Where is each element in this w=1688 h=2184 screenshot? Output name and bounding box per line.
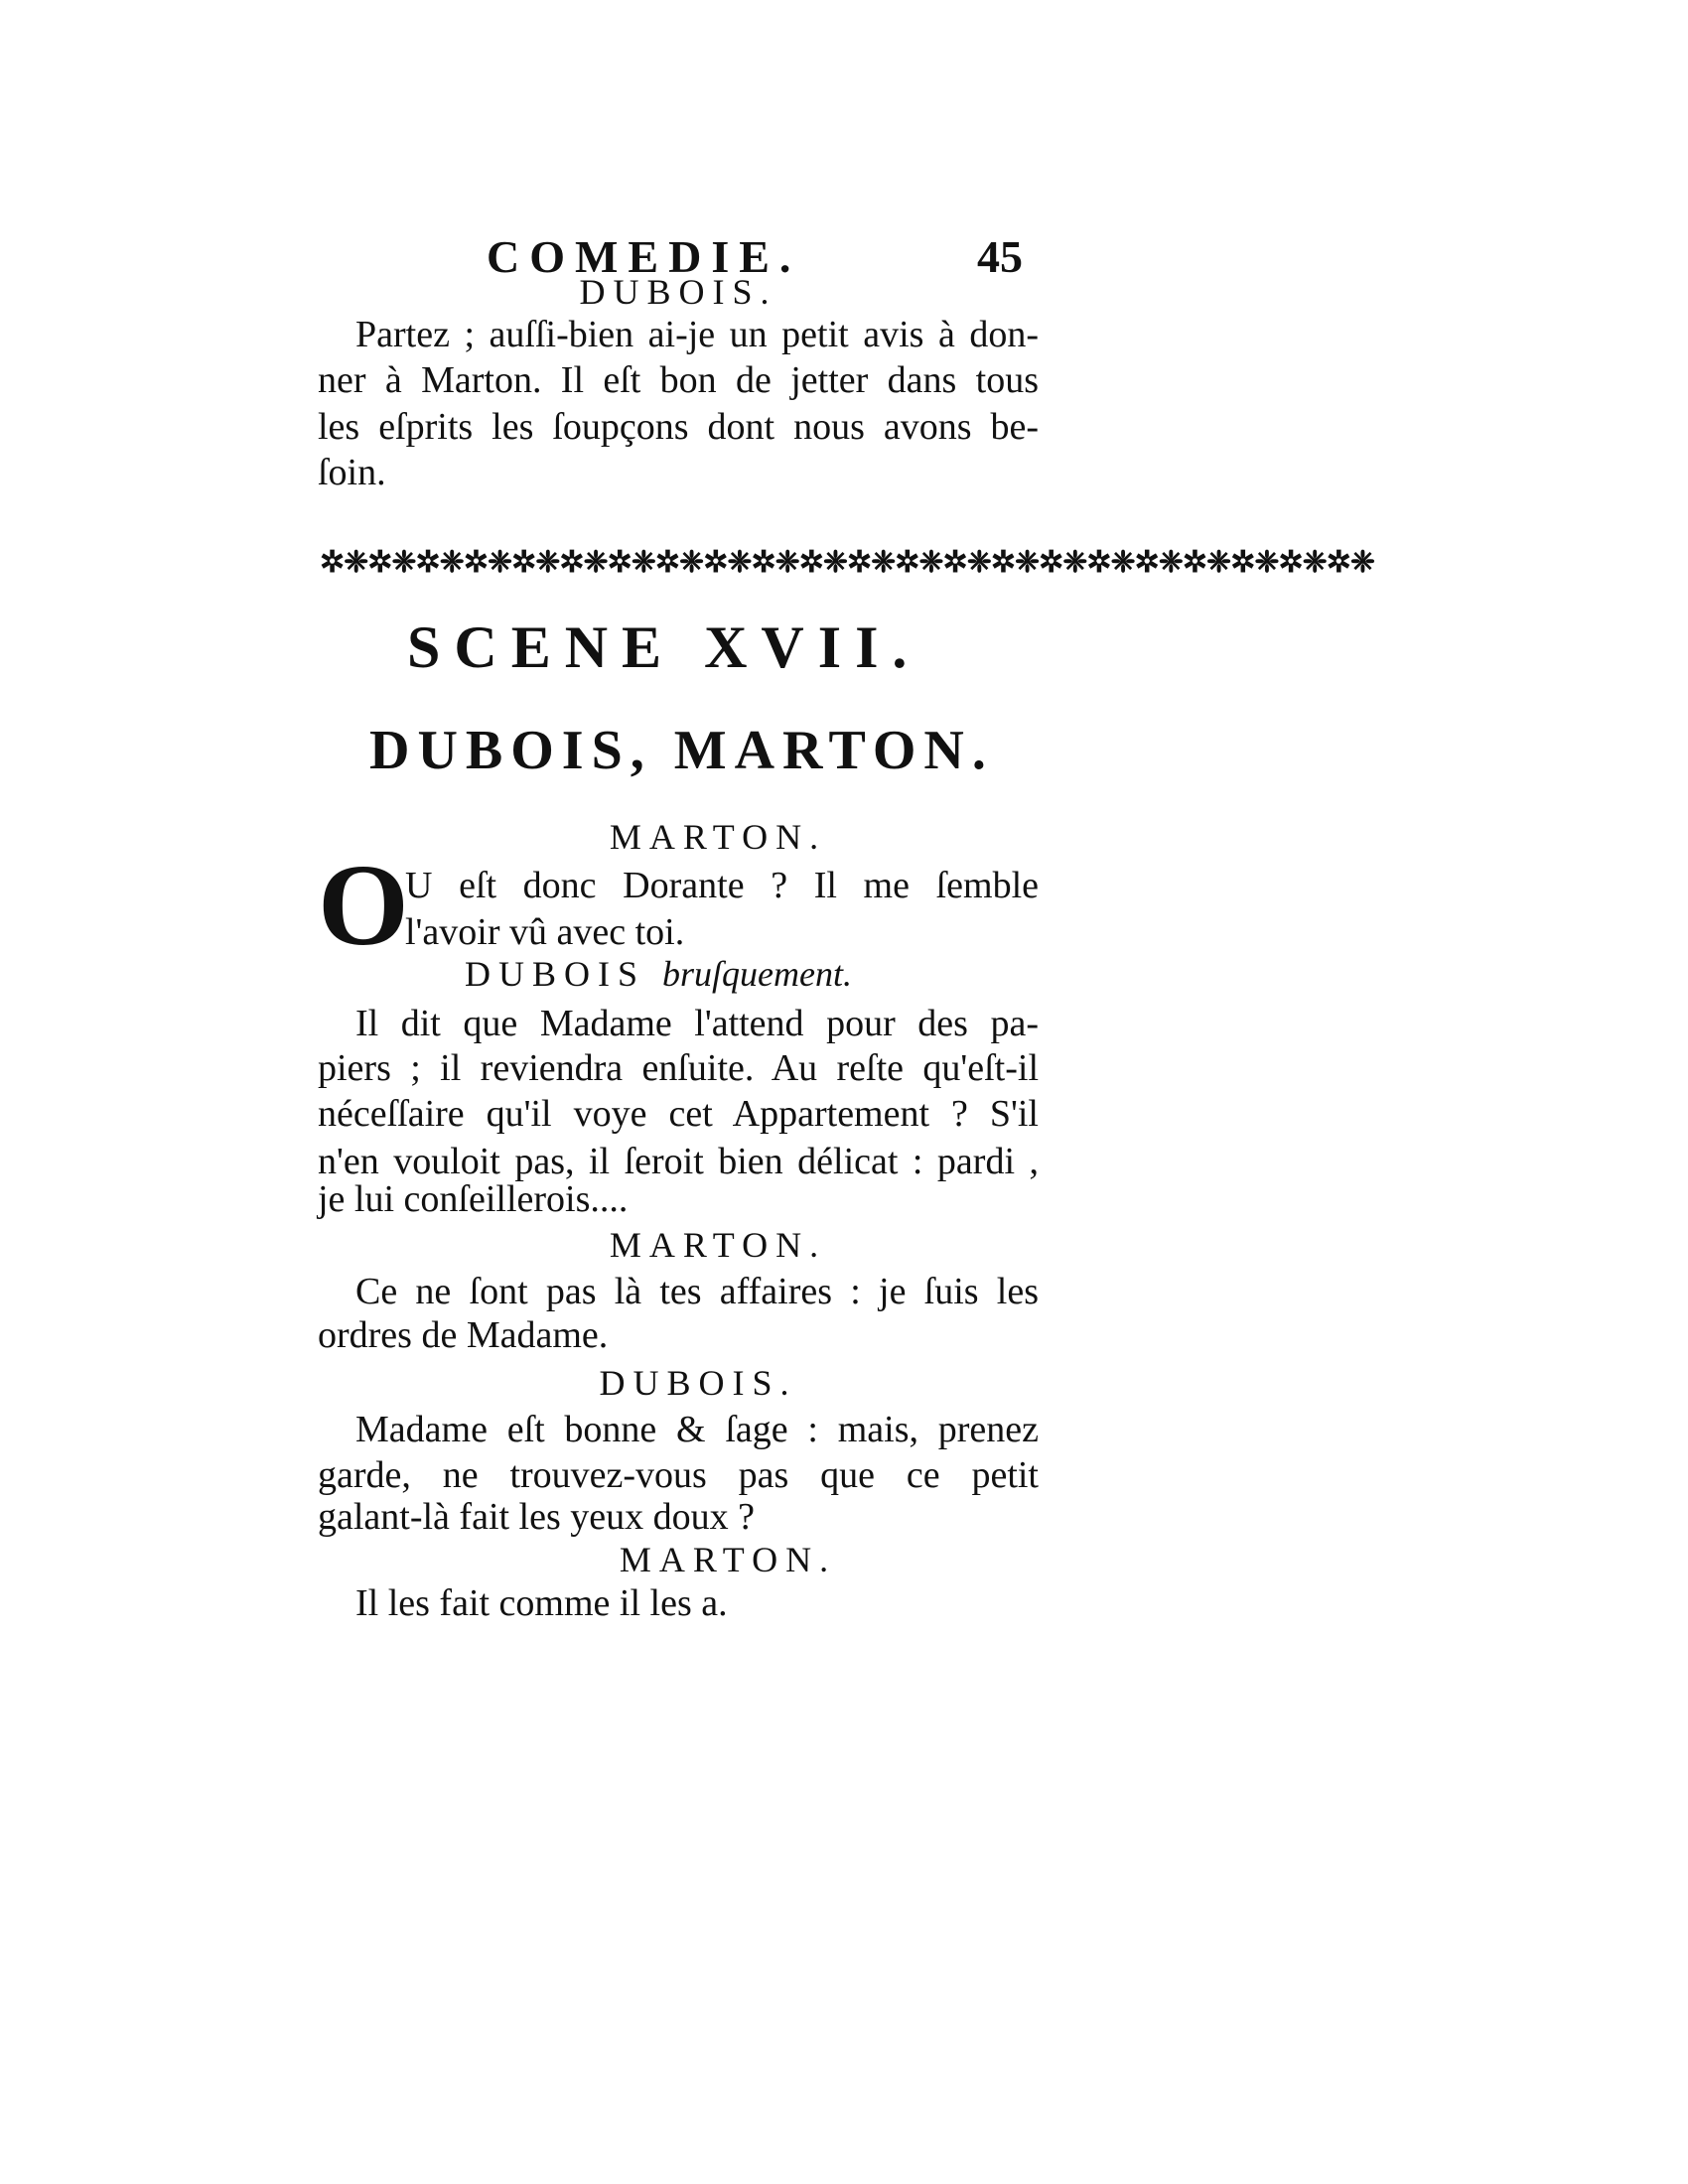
text-line: les eſprits les ſoupçons dont nous avons be- (318, 406, 1039, 448)
text-line: piers ; il reviendra enſuite. Au reſte qu'eſt-il (318, 1047, 1039, 1089)
scene-title: SCENE XVII. (407, 614, 921, 680)
text-line: l'avoir vû avec toi. (405, 911, 685, 953)
speaker-name: MARTON. (609, 817, 827, 857)
text-line: ner à Marton. Il eſt bon de jetter dans tous (318, 359, 1039, 401)
text-line: Il dit que Madame l'attend pour des pa- (355, 1003, 1039, 1044)
text-line: Madame eſt bonne & ſage : mais, prenez (355, 1409, 1039, 1450)
text-line: néceſſaire qu'il voye cet Appartement ? S'il (318, 1093, 1039, 1135)
text-line: ordres de Madame. (318, 1314, 609, 1356)
scene-persons: DUBOIS, MARTON. (369, 720, 994, 781)
text-line: Partez ; auſſi-bien ai-je un petit avis à don- (355, 314, 1039, 355)
speaker-name: MARTON. (609, 1225, 827, 1265)
ornamental-rule: ✲❈✲❈✲❈✲❈✲❈✲❈✲❈✲❈✲❈✲❈✲❈✲❈✲❈✲❈✲❈✲❈✲❈✲❈✲❈✲❈✲❈✲❈ (320, 546, 1375, 579)
speaker-name: DUBOIS. (579, 272, 777, 312)
text-line: ſoin. (318, 452, 386, 493)
stage-direction: bruſquement. (662, 954, 852, 994)
text-line: Il les fait comme il les a. (355, 1582, 728, 1624)
text-line: garde, ne trouvez-vous pas que ce petit (318, 1454, 1039, 1496)
speaker-label: DUBOIS (465, 954, 646, 994)
text-line: je lui conſeillerois.... (318, 1178, 629, 1220)
drop-cap: O (318, 840, 409, 970)
speaker-name: DUBOIS. (599, 1363, 797, 1403)
text-line: Ce ne ſont pas là tes affaires : je ſuis les (355, 1271, 1039, 1312)
page-number: 45 (977, 231, 1023, 282)
text-line: n'en vouloit pas, il ſeroit bien délicat : pardi , (318, 1141, 1039, 1182)
speaker-name (298, 952, 1019, 996)
speaker-name: MARTON. (619, 1540, 837, 1579)
text-line: U eſt donc Dorante ? Il me ſemble (405, 865, 1039, 906)
text-line: galant-là fait les yeux doux ? (318, 1496, 756, 1538)
running-title: COMEDIE. (487, 231, 801, 282)
